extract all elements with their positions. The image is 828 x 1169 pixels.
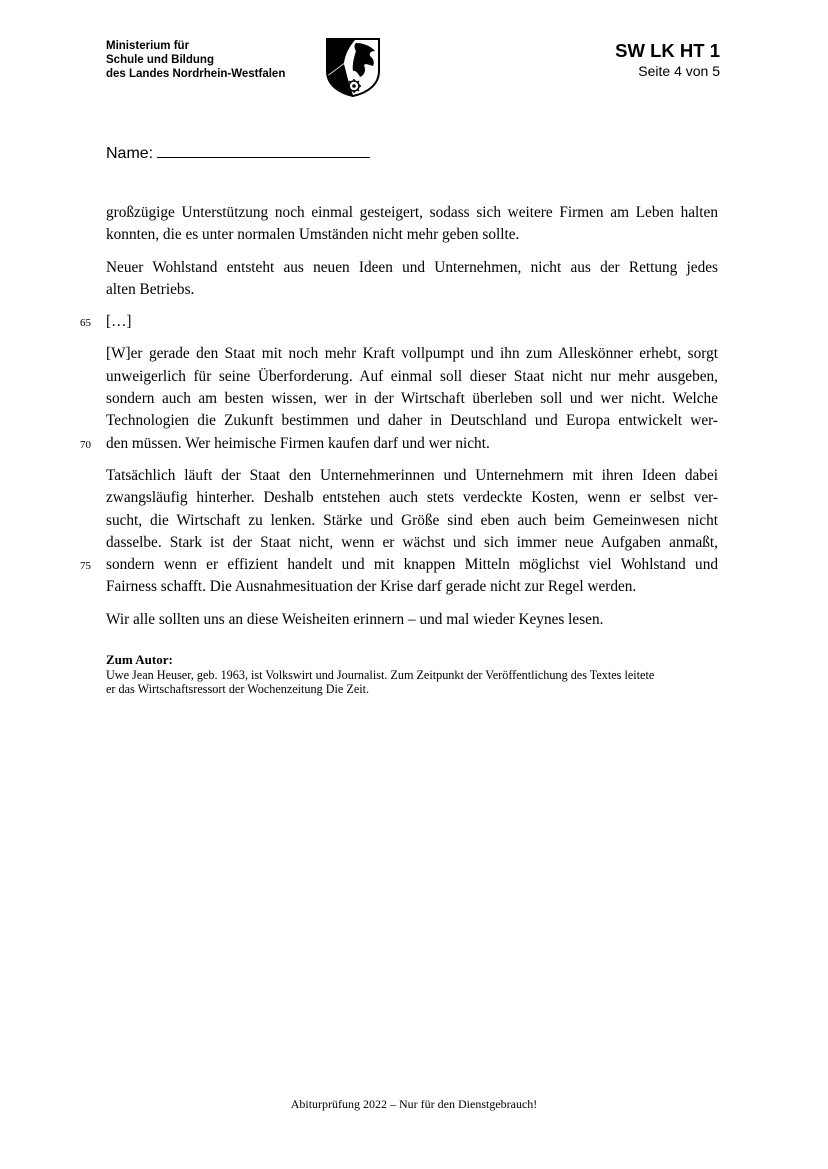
text-line: 70 den müssen. Wer heimische Firmen kaufen darf und wer nicht. xyxy=(106,433,718,455)
text-line: sondern auch am besten wissen, wer in der Wirtschaft überleben soll und wer nicht. Welche xyxy=(106,390,718,408)
ministry-name xyxy=(106,39,285,81)
article-body xyxy=(80,202,718,641)
nrw-coat-of-arms-icon xyxy=(325,37,381,97)
text-line: [W]er gerade den Staat mit noch mehr Kraft vollpumpt und ihn zum Alleskönner erhebt, sorgt xyxy=(106,345,718,363)
page-indicator: Seite 4 von 5 xyxy=(638,63,720,79)
document-code: SW LK HT 1 xyxy=(615,40,720,61)
text-line: Technologien die Zukunft bestimmen und daher in Deutschland und Europa entwickelt wer- xyxy=(106,412,718,430)
text-line: zwangsläufig hinterher. Deshalb entstehen auch stets verdeckte Kosten, wenn er selbst ver- xyxy=(106,489,718,507)
author-text-line: Uwe Jean Heuser, geb. 1963, ist Volkswirt und Journalist. Zum Zeitpunkt der Veröffentlichung des Textes leitete xyxy=(106,667,655,682)
ministry-line: des Landes Nordrhein-Westfalen xyxy=(106,68,286,80)
author-note xyxy=(106,653,718,697)
paragraph xyxy=(106,202,718,247)
text-line: 65 […] xyxy=(106,311,718,333)
name-blank-line xyxy=(157,143,370,158)
paragraph xyxy=(106,257,718,302)
text-line: sucht, die Wirtschaft zu lenken. Stärke und Größe sind eben auch beim Gemeinwesen nicht xyxy=(106,511,718,529)
text-line: unweigerlich für seine Überforderung. Auf einmal soll dieser Staat nicht nur mehr ausgeben, xyxy=(106,367,718,385)
paragraph xyxy=(106,609,718,631)
text-line: alten Betriebs. xyxy=(106,280,195,298)
text-line: Neuer Wohlstand entsteht aus neuen Ideen und Unternehmen, nicht aus der Rettung jedes xyxy=(106,258,718,276)
text-line: Tatsächlich läuft der Staat den Unternehmerinnen und Unternehmern mit ihren Ideen dabei xyxy=(106,466,718,484)
paragraph xyxy=(80,311,718,333)
line-number: 65 xyxy=(80,317,91,330)
text-line: dasselbe. Stark ist der Staat nicht, wenn er wächst und sich immer neue Aufgaben anmaßt, xyxy=(106,533,718,551)
author-heading: Zum Autor: xyxy=(106,652,173,667)
name-field xyxy=(106,143,370,163)
ministry-line: Ministerium für xyxy=(106,40,190,52)
text-line: konnten, die es unter normalen Umständen nicht mehr geben sollte. xyxy=(106,226,520,244)
text-line: Wir alle sollten uns an diese Weisheiten erinnern – und mal wieder Keynes lesen. xyxy=(106,610,604,628)
line-number: 70 xyxy=(80,438,91,451)
text-line: 75 sondern wenn er effizient handelt und mit knappen Mitteln möglichst viel Wohlstand und xyxy=(106,554,718,576)
text-line: großzügige Unterstützung noch einmal gesteigert, sodass sich weitere Firmen am Leben halten xyxy=(106,204,718,221)
paragraph xyxy=(80,465,718,599)
line-number: 75 xyxy=(80,560,91,573)
name-label: Name: xyxy=(106,145,154,162)
ministry-line: Schule und Bildung xyxy=(106,54,214,66)
author-text-line: er das Wirtschaftsressort der Wochenzeitung Die Zeit. xyxy=(106,682,370,696)
text-line: Fairness schafft. Die Ausnahmesituation der Krise darf gerade nicht zur Regel werden. xyxy=(106,578,637,596)
page-footer: Abiturprüfung 2022 – Nur für den Dienstgebrauch! xyxy=(290,1097,538,1111)
paragraph xyxy=(80,343,718,454)
